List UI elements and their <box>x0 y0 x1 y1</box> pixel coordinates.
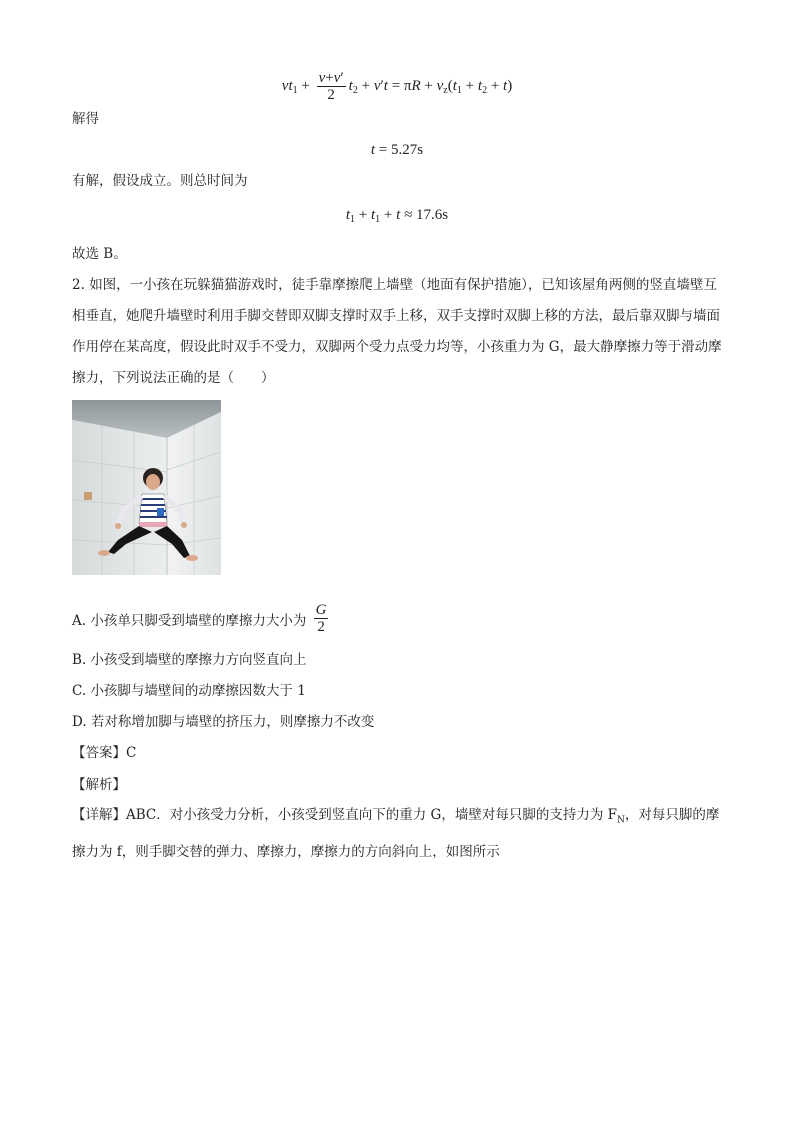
question-text: 如图，一小孩在玩躲猫猫游戏时，徒手靠摩擦爬上墙壁（地面有保护措施），已知该屋角两侧的竖直墙壁互相垂直，她爬升墙壁时利用手脚交替即双脚支撑时双手上移，双手支撑时双脚上移的方法，最后靠双脚与墙面作用停在某高度，假设此时双手不受力，双脚两个受力点受力均等，小孩重力为 G，最大静摩擦力等于滑动摩擦力，下列说法正确的是（ ） <box>72 277 722 386</box>
answer-row <box>72 744 136 762</box>
answer-value: C <box>126 745 137 761</box>
equation-t: t = 5.27s <box>370 142 424 158</box>
analysis-detail: 【详解】ABC．对小孩受力分析，小孩受到竖直向下的重力 G，墙壁对每只脚的支持力为 $F_N$，对每只脚的摩擦力为 f，则手脚交替的弹力、摩擦力，摩擦力的方向斜向上，如图所示 <box>72 807 720 860</box>
equation-total-time: $t_1 + t_1 + t \approx 17.6s$ <box>345 207 449 225</box>
option-c[interactable]: C. 小孩脚与墙壁间的动摩擦因数大于 1 <box>72 683 306 699</box>
conclusion-text: 有解，假设成立。则总时间为 <box>72 173 248 189</box>
answer-line-prev: 故选 B。 <box>72 246 127 262</box>
question-stem <box>72 270 724 394</box>
question-number: 2. <box>72 277 85 293</box>
option-a-fraction: $\frac{G}{2}$ <box>315 602 327 635</box>
analysis-label: 【解析】 <box>72 777 126 793</box>
option-d[interactable]: D. 若对称增加脚与墙壁的挤压力，则摩擦力不改变 <box>72 714 375 730</box>
option-a[interactable]: A. 小孩单只脚受到墙壁的摩擦力大小为 $\frac{G}{2}$ <box>72 602 327 635</box>
question-photo <box>72 400 221 575</box>
child-climbing-wall-illustration <box>72 400 221 575</box>
label-solve: 解得 <box>72 111 99 127</box>
option-b[interactable]: B. 小孩受到墙壁的摩擦力方向竖直向上 <box>72 652 307 668</box>
detail-label: 【详解】 <box>72 807 126 823</box>
equation-distance: $vt_1$ + $\frac{v+v'}{2}$ $t_2 + v't = \pi R + v_z(t_1 + t_2 + t)$ <box>281 70 513 103</box>
answer-label: 【答案】 <box>72 745 126 761</box>
